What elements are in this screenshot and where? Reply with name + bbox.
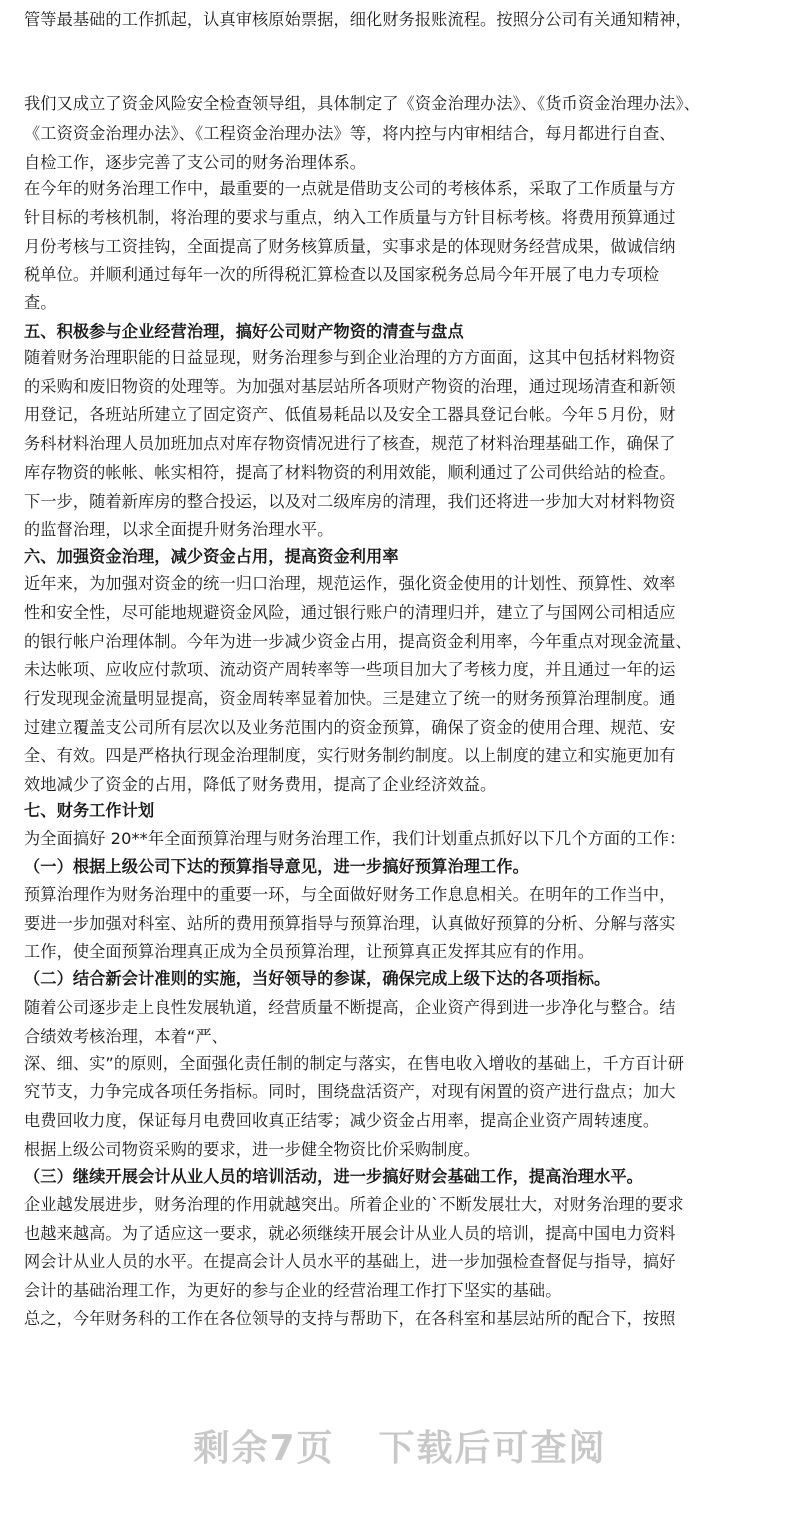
paragraph-line: 管等最基础的工作抓起，认真审核原始票据，细化财务报账流程。按照分公司有关通知精神， — [24, 10, 692, 29]
paragraph-line: 要进一步加强对科室、站所的费用预算指导与预算治理，认真做好预算的分析、分解与落实 — [24, 914, 676, 933]
paragraph-line: 务科材料治理人员加班加点对库存物资情况进行了核查，规范了材料治理基础工作，确保了 — [24, 434, 676, 453]
paragraph-line: 我们又成立了资金风险安全检查领导组，具体制定了《资金治理办法》、《货币资金治理办法》、 — [24, 94, 701, 113]
paragraph-line: 查。 — [24, 293, 57, 312]
paragraph-line: 企业越发展进步，财务治理的作用就越突出。所着企业的`不断发展壮大，对财务治理的要求 — [24, 1195, 684, 1214]
paragraph-line: 未达帐项、应收应付款项、流动资产周转率等一些项目加大了考核力度，并且通过一年的运 — [24, 660, 676, 679]
paragraph-line: 总之，今年财务科的工作在各位领导的支持与帮助下，在各科室和基层站所的配合下，按照 — [24, 1309, 676, 1328]
paragraph-line: 月份考核与工资挂钩，全面提高了财务核算质量，实事求是的体现财务经营成果，做诚信纳 — [24, 237, 676, 256]
paragraph-line: 究节支，力争完成各项任务指标。同时，围绕盘活资产，对现有闲置的资产进行盘点；加大 — [24, 1082, 676, 1101]
paragraph-line: 全、有效。四是严格执行现金治理制度，实行财务制约制度。以上制度的建立和实施更加有 — [24, 746, 676, 765]
paragraph-line: 近年来，为加强对资金的统一归口治理，规范运作，强化资金使用的计划性、预算性、效率 — [24, 574, 676, 593]
paragraph-line: 根据上级公司物资采购的要求，进一步健全物资比价采购制度。 — [24, 1140, 481, 1159]
paragraph-line: 电费回收力度，保证每月电费回收真正结零；减少资金占用率，提高企业资产周转速度。 — [24, 1111, 660, 1130]
paragraph-line: 效地减少了资金的占用，降低了财务费用，提高了企业经济效益。 — [24, 775, 497, 794]
paragraph-line: 为全面搞好 20**年全面预算治理与财务治理工作，我们计划重点抓好以下几个方面的工作： — [24, 829, 686, 848]
paragraph-line: 随着公司逐步走上良性发展轨道，经营质量不断提高，企业资产得到进一步净化与整合。结 — [24, 998, 676, 1017]
paragraph-line: 网会计从业人员的水平。在提高会计人员水平的基础上，进一步加强检查督促与指导，搞好 — [24, 1252, 676, 1271]
paragraph-line: 自检工作，逐步完善了支公司的财务治理体系。 — [24, 153, 367, 172]
paragraph-line: 下一步，随着新库房的整合投运，以及对二级库房的清理，我们还将进一步加大对材料物资 — [24, 492, 676, 511]
paragraph-line: 针目标的考核机制，将治理的要求与重点，纳入工作质量与方针目标考核。将费用预算通过 — [24, 208, 676, 227]
section-heading-5: 五、积极参与企业经营治理，搞好公司财产物资的清查与盘点 — [24, 322, 464, 341]
section-heading-7: 七、财务工作计划 — [24, 801, 155, 820]
subsection-heading-3: （三）继续开展会计从业人员的培训活动，进一步搞好财会基础工作，提高治理水平。 — [24, 1167, 643, 1186]
paragraph-line: 工作，使全面预算治理真正成为全员预算治理，让预算真正发挥其应有的作用。 — [24, 942, 595, 961]
paragraph-line: 的银行帐户治理体制。今年为进一步减少资金占用，提高资金利用率，今年重点对现金流量、 — [24, 632, 692, 651]
paragraph-line: 库存物资的帐帐、帐实相符，提高了材料物资的利用效能，顺利通过了公司供给站的检查。 — [24, 463, 676, 482]
remaining-pages-label: 剩余7页 — [193, 1428, 335, 1469]
paragraph-line: 在今年的财务治理工作中，最重要的一点就是借助支公司的考核体系，采取了工作质量与方 — [24, 179, 676, 198]
paragraph-line: 《工资资金治理办法》、《工程资金治理办法》等，将内控与内审相结合，每月都进行自查、 — [24, 124, 676, 143]
subsection-heading-1: （一）根据上级公司下达的预算指导意见，进一步搞好预算治理工作。 — [24, 857, 529, 876]
paragraph-line: 性和安全性，尽可能地规避资金风险，通过银行账户的清理归并，建立了与国网公司相适应 — [24, 603, 676, 622]
paragraph-line: 随着财务治理职能的日益显现，财务治理参与到企业治理的方方面面，这其中包括材料物资 — [24, 348, 676, 367]
download-prompt[interactable] — [0, 1420, 800, 1471]
paragraph-line: 用登记，各班站所建立了固定资产、低值易耗品以及安全工器具登记台帐。今年５月份，财 — [24, 405, 676, 424]
paragraph-line: 也越来越高。为了适应这一要求，就必须继续开展会计从业人员的培训，提高中国电力资料 — [24, 1224, 676, 1243]
subsection-heading-2: （二）结合新会计准则的实施，当好领导的参谋，确保完成上级下达的各项指标。 — [24, 969, 611, 988]
paragraph-line: 的监督治理，以求全面提升财务治理水平。 — [24, 520, 334, 539]
section-heading-6: 六、加强资金治理，减少资金占用，提高资金利用率 — [24, 547, 399, 566]
paragraph-line: 过建立覆盖支公司所有层次以及业务范围内的资金预算，确保了资金的使用合理、规范、安 — [24, 718, 676, 737]
paragraph-line: 会计的基础治理工作，为更好的参与企业的经营治理工作打下坚实的基础。 — [24, 1281, 562, 1300]
paragraph-line: 合绩效考核治理，本着“严、 — [24, 1027, 228, 1046]
paragraph-line: 的采购和废旧物资的处理等。为加强对基层站所各项财产物资的治理，通过现场清查和新领 — [24, 377, 676, 396]
paragraph-line: 深、细、实”的原则，全面强化责任制的制定与落实，在售电收入增收的基础上，千方百计研 — [24, 1054, 684, 1073]
paragraph-line: 税单位。并顺利通过每年一次的所得税汇算检查以及国家税务总局今年开展了电力专项检 — [24, 265, 660, 284]
download-to-view-label: 下载后可查阅 — [378, 1428, 607, 1469]
paragraph-line: 行发现现金流量明显提高，资金周转率显着加快。三是建立了统一的财务预算治理制度。通 — [24, 689, 676, 708]
paragraph-line: 预算治理作为财务治理中的重要一环，与全面做好财务工作息息相关。在明年的工作当中， — [24, 885, 676, 904]
